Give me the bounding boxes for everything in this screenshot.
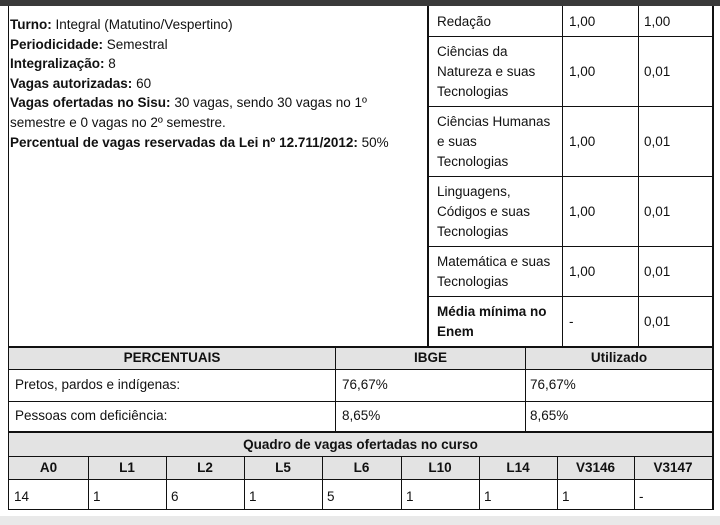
- quadro-value: 6: [171, 489, 179, 504]
- weight-value: 1,00: [569, 264, 596, 279]
- percentuais-row-label: Pessoas com deficiência:: [15, 408, 168, 423]
- weight-area-line: Códigos e suas: [437, 204, 531, 219]
- weights-row-border: [429, 36, 712, 37]
- percentual-line: Percentual de vagas reservadas da Lei nº 12.711/2012: 50%: [10, 134, 389, 150]
- weights-row-border: [429, 296, 712, 297]
- quadro-value: 1: [406, 489, 414, 504]
- quadro-value: -: [639, 489, 644, 504]
- weight-value: -: [569, 314, 574, 329]
- quadro-header: L14: [506, 460, 530, 475]
- weight-area-line: Média mínima no: [437, 304, 547, 319]
- weight-area-line: Tecnologias: [437, 84, 509, 99]
- weight-value: 1,00: [569, 14, 596, 29]
- percentuais-header-border: [8, 369, 714, 370]
- course-info: [10, 15, 425, 152]
- vagas-sisu-line: Vagas ofertadas no Sisu: 30 vagas, sendo 30 vagas no 1º: [10, 95, 367, 111]
- quadro-header: V3146: [575, 460, 616, 475]
- quadro-header: L5: [275, 460, 291, 475]
- percentuais-right-border: [712, 346, 714, 433]
- weight-area-label: [437, 182, 561, 242]
- weight-area-line: Tecnologias: [437, 154, 509, 169]
- quadro-header: L6: [353, 460, 370, 475]
- weight-area-line: Ciências Humanas: [437, 114, 551, 129]
- quadro-value: 14: [14, 489, 30, 504]
- percentuais-ibge-value: 76,67%: [342, 377, 388, 392]
- weight-minimum: 0,01: [644, 134, 671, 149]
- quadro-header-border: [8, 479, 714, 480]
- quadro-value: 5: [327, 489, 335, 504]
- percentuais-utilizado-value: 76,67%: [530, 377, 576, 392]
- left-border: [8, 6, 9, 346]
- weight-area-line: Linguagens,: [437, 184, 511, 199]
- weights-row-border: [429, 246, 712, 247]
- percentuais-row-label: Pretos, pardos e indígenas:: [15, 377, 181, 392]
- weight-minimum: 0,01: [644, 264, 671, 279]
- weight-area-label: [437, 112, 561, 172]
- quadro-header: A0: [39, 460, 58, 475]
- quadro-bottom-border: [8, 509, 714, 510]
- turno-line: Turno: Integral (Matutino/Vespertino): [10, 17, 233, 32]
- percentuais-ibge-value: 8,65%: [342, 408, 381, 423]
- quadro-header: L1: [119, 460, 135, 475]
- periodicidade-line: Periodicidade: Semestral: [10, 36, 168, 52]
- weight-area-line: Matemática e suas: [437, 254, 551, 269]
- page-bottom-strip: [0, 516, 720, 525]
- weight-area-label: [437, 12, 561, 32]
- weight-area-label: [437, 302, 561, 342]
- weight-minimum: 0,01: [644, 314, 671, 329]
- percentuais-header: IBGE: [413, 350, 447, 365]
- weights-col-border: [638, 6, 639, 346]
- quadro-title-border: [8, 456, 714, 457]
- weight-area-line: Natureza e suas: [437, 64, 536, 79]
- quadro-right-border: [712, 433, 714, 510]
- weight-minimum: 0,01: [644, 204, 671, 219]
- weight-area-line: Enem: [437, 324, 474, 339]
- quadro-title: Quadro de vagas ofertadas no curso: [243, 437, 478, 452]
- percentuais-utilizado-value: 8,65%: [530, 408, 569, 423]
- weight-area-label: [437, 252, 561, 292]
- percentuais-header: PERCENTUAIS: [123, 350, 221, 365]
- vagas-autorizadas-line: Vagas autorizadas: 60: [10, 75, 152, 91]
- vagas-sisu-line-2: semestre e 0 vagas no 2º semestre.: [10, 114, 226, 130]
- percentuais-header: Utilizado: [590, 350, 648, 365]
- quadro-header: L10: [428, 460, 452, 475]
- weights-row-border: [429, 176, 712, 177]
- weight-area-line: Ciências da: [437, 44, 508, 59]
- weight-value: 1,00: [569, 204, 596, 219]
- weight-value: 1,00: [569, 134, 596, 149]
- quadro-value: 1: [562, 489, 570, 504]
- percentuais-row-border: [8, 401, 714, 402]
- weights-col-border: [562, 6, 563, 346]
- weight-area-line: Tecnologias: [437, 274, 509, 289]
- quadro-header: V3147: [653, 460, 693, 475]
- quadro-value: 1: [93, 489, 101, 504]
- weight-area-line: e suas: [437, 134, 477, 149]
- weight-minimum: 0,01: [644, 64, 671, 79]
- weight-area-line: Tecnologias: [437, 224, 509, 239]
- weight-area-line: Redação: [437, 14, 492, 29]
- weights-row-border: [429, 106, 712, 107]
- quadro-header: L2: [197, 460, 213, 475]
- quadro-value: 1: [484, 489, 492, 504]
- quadro-value: 1: [249, 489, 257, 504]
- weight-value: 1,00: [569, 64, 596, 79]
- document-page: [0, 6, 720, 525]
- weight-area-label: [437, 42, 561, 102]
- weight-minimum: 1,00: [644, 14, 671, 29]
- integralizacao-line: Integralização: 8: [10, 56, 116, 72]
- right-border: [712, 6, 714, 346]
